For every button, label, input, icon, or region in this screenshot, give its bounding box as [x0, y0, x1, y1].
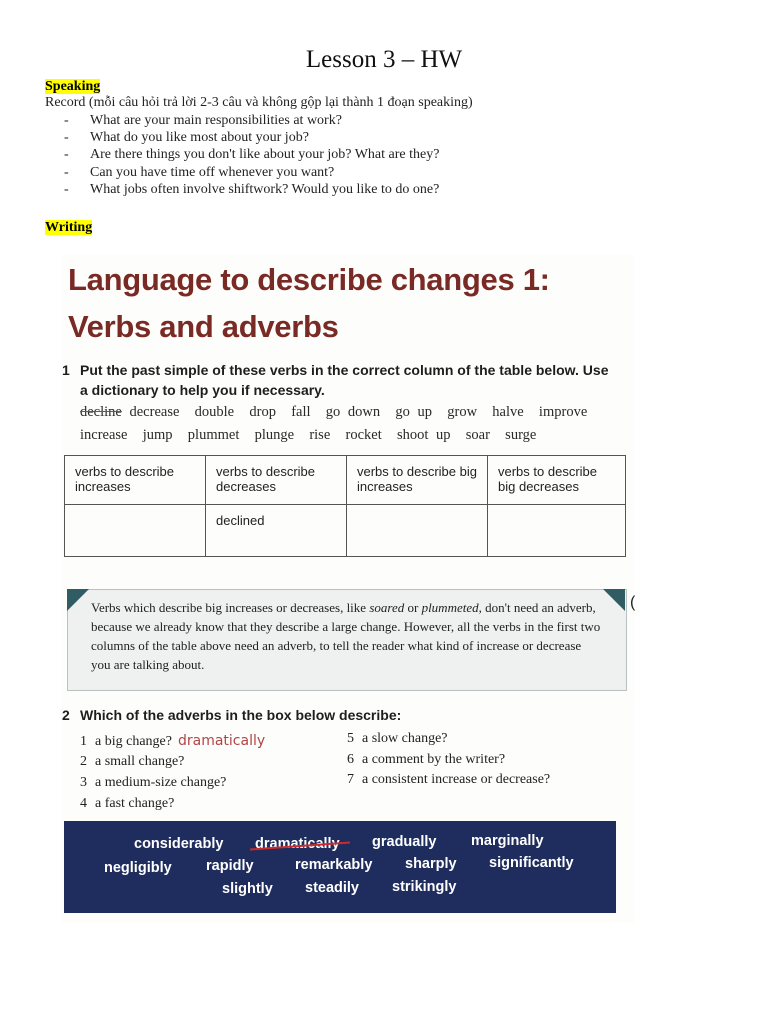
- handwritten-answer: dramatically: [177, 733, 266, 749]
- task2-question: 6 a comment by the writer?: [347, 752, 506, 767]
- adverb-item: sharply: [405, 856, 457, 872]
- adverb-item: strikingly: [392, 879, 457, 895]
- crossed-out-verb: decline: [80, 404, 122, 420]
- table-header: verbs to describe big decreases: [488, 456, 626, 505]
- note-corner-decoration: [67, 589, 89, 611]
- speaking-question-list: [64, 112, 439, 198]
- verb-list-line2: increase jump plummet plunge rise rocket shoot up soar surge: [80, 427, 537, 443]
- table-cell: [65, 505, 206, 557]
- adverb-item: marginally: [471, 833, 544, 849]
- verb-table: [64, 455, 626, 557]
- task2-question: 1 a big change? dramatically: [80, 733, 266, 749]
- task2-question: 7 a consistent increase or decrease?: [347, 772, 551, 787]
- note-corner-decoration: [603, 589, 625, 611]
- adverb-item: rapidly: [206, 858, 254, 874]
- task2-question: 2 a small change?: [80, 754, 185, 769]
- page-title: Lesson 3 – HW: [305, 46, 463, 73]
- list-item: - What do you like most about your job?: [64, 130, 309, 146]
- speaking-heading: Speaking: [45, 79, 101, 94]
- task2-question: 5 a slow change?: [347, 731, 448, 746]
- speaking-instruction: Record (mỗi câu hỏi trả lời 2-3 câu và không gộp lại thành 1 đoạn speaking): [45, 95, 473, 110]
- table-header: verbs to describe decreases: [206, 456, 347, 505]
- writing-heading: Writing: [45, 220, 93, 235]
- adverb-item: steadily: [305, 880, 359, 896]
- list-item: - Can you have time off whenever you want?: [64, 164, 335, 180]
- adverb-item: considerably: [134, 836, 224, 852]
- table-header: verbs to describe increases: [65, 456, 206, 505]
- adverb-item: significantly: [489, 855, 574, 871]
- list-item: - What jobs often involve shiftwork? Would you like to do one?: [64, 181, 440, 197]
- table-cell-handwritten-answer: declined: [206, 505, 347, 557]
- table-cell: [488, 505, 626, 557]
- adverb-item: remarkably: [295, 857, 373, 873]
- adverb-item-crossed: dramatically: [255, 836, 340, 852]
- worksheet-title-line2: Verbs and adverbs: [68, 309, 339, 344]
- list-item: - What are your main responsibilities at work?: [64, 113, 342, 128]
- adverb-item: negligibly: [104, 860, 172, 876]
- adverb-item: slightly: [222, 881, 273, 897]
- task2-question: 3 a medium-size change?: [80, 775, 227, 790]
- note-text: Verbs which describe big increases or decreases, like soared or plummeted, don't need an adverb, because we already know that they describe a large change. However, all the verbs in the first two columns of the table above need an adverb, to tell the reader what kind of increase or decrease you are talking about.: [91, 600, 601, 672]
- worksheet-title-line1: Language to describe changes 1:: [68, 262, 550, 297]
- scan-edge-mark: (: [630, 594, 636, 611]
- task2-question: 4 a fast change?: [80, 796, 175, 811]
- list-item: - Are there things you don't like about your job? What are they?: [64, 147, 440, 163]
- table-cell: [347, 505, 488, 557]
- task2-instruction: 2 Which of the adverbs in the box below describe:: [62, 707, 402, 723]
- table-header: verbs to describe big increases: [347, 456, 488, 505]
- table-header-row: [65, 456, 626, 505]
- adverb-item: gradually: [372, 834, 437, 850]
- verb-list-line1: decline decrease double drop fall go down go up grow halve improve: [80, 404, 588, 420]
- table-row: [65, 505, 626, 557]
- task1-instruction: 1 Put the past simple of these verbs in the correct column of the table below. Use a dictionary to help you if necessary.: [62, 362, 609, 398]
